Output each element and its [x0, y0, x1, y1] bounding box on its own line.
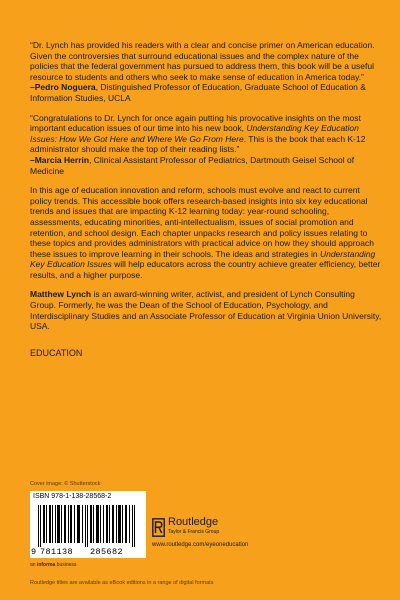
barcode-group-1: 781138 — [40, 547, 74, 557]
informa-prefix: an — [30, 562, 37, 568]
book-description — [30, 185, 382, 280]
routledge-logo-icon — [152, 518, 165, 537]
quote-2-affiliation: , Clinical Assistant Professor of Pediatrics, Dartmouth Geisel School of Medicine — [30, 154, 355, 176]
author-bio-text: is an award-winning writer, activist, and president of Lynch Consulting Group. Formerly, he was the Dean of the School of Education, Psychology, and Interdisciplinary Studies and an Associate Professor of Education at Virginia Union University, USA. — [30, 289, 382, 332]
quote-1-author: –Pedro Noguera — [30, 82, 96, 93]
informa-suffix: business — [55, 562, 77, 568]
barcode-icon — [38, 505, 138, 547]
publisher-name: Routledge — [168, 516, 219, 528]
barcode-first-digit: 9 — [31, 547, 37, 557]
quote-2-text-after: . This is the book that each K-12 administrator should make the top of their reading lists.” — [30, 133, 366, 155]
back-cover-text — [30, 40, 382, 372]
ebook-availability-note: Routledge titles are available as eBook editions in a range of digital formats — [30, 580, 214, 586]
publisher-group: Taylor & Francis Group — [168, 529, 220, 535]
isbn-number: ISBN 978-1-138-28568-2 — [33, 493, 112, 500]
barcode-group-2: 285682 — [90, 547, 124, 557]
blurb-text-before: In this age of education innovation and reform, schools must evolve and react to current policy trends. This accessible book offers research-based insights into six key educational trends and issues that are impacting K-12 learning today: year-round schooling, assessments, educating minorities, anti-intellectualism, issues of social promotion and retention, and school design. Each chapter unpacks research and policy issues relating to these topics and provides administrators with practical advice on how they should approach these issues to improve learning in their schools. The ideas and strategies in — [30, 185, 374, 259]
quote-2-attribution — [30, 155, 354, 176]
endorsement-quote-1 — [30, 40, 382, 104]
informa-business-note — [30, 562, 76, 568]
quote-1-attribution — [30, 82, 366, 103]
publisher-url[interactable]: www.routledge.com/eyeoneducation — [152, 542, 249, 548]
endorsement-quote-2 — [30, 113, 382, 177]
author-name: Matthew Lynch — [30, 289, 92, 300]
quote-2-book-title: Understanding Key Education Issues: How We Got Here and Where We Go From Here — [30, 123, 359, 144]
isbn-barcode-box — [30, 491, 146, 558]
blurb-book-title: Understanding Key Education Issues — [30, 248, 376, 270]
author-bio — [30, 289, 382, 331]
quote-1-text: “Dr. Lynch has provided his readers with a clear and concise primer on American education. Given the controversies that surround educational issues and the complex nature of the policies that the federal government has pursued to address them, this book will be a useful resource to students and others who seek to make sense of education in America today.” — [30, 40, 375, 82]
blurb-text-after: will help educators across the country achieve greater efficiency, better results, and a higher purpose. — [30, 259, 381, 280]
quote-1-affiliation: , Distinguished Professor of Education, Graduate School of Education & Information Studies, UCLA — [30, 82, 366, 103]
cover-image-credit: Cover image: © Shutterstock — [30, 481, 101, 487]
quote-2-text-before: “Congratulations to Dr. Lynch for once again putting his provocative insights on the most important education issues of our time into his new book, — [30, 112, 361, 134]
informa-brand: informa — [36, 562, 56, 568]
subject-category: EDUCATION — [30, 347, 83, 358]
quote-2-author: –Marcia Herrin — [30, 154, 90, 165]
